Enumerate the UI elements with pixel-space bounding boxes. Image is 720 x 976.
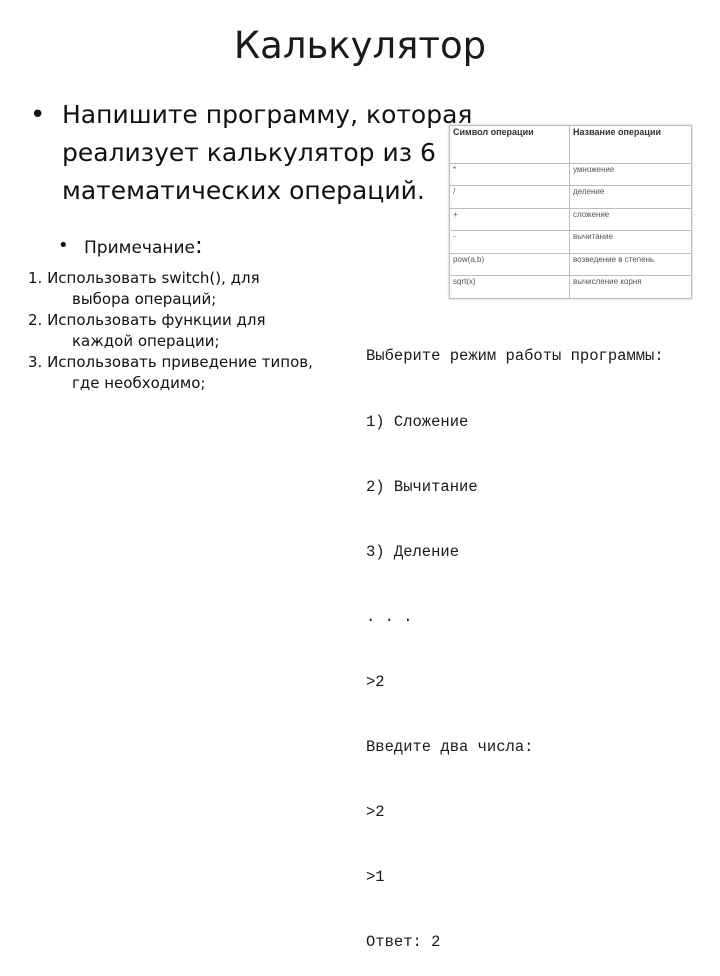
- note-colon: :: [195, 233, 203, 259]
- table-cell: возведение в степень: [570, 253, 692, 276]
- task-line: реализует калькулятор из 6: [62, 138, 436, 167]
- task-description: [62, 96, 492, 210]
- table-cell: +: [450, 208, 570, 231]
- instruction-text: 3. Использовать приведение типов,: [28, 353, 313, 371]
- console-line: >1: [366, 868, 385, 887]
- table-header-row: [450, 126, 692, 164]
- main-bullet: •: [30, 100, 46, 130]
- table-row: [450, 186, 692, 209]
- table-row: [450, 253, 692, 276]
- console-line: . . .: [366, 607, 413, 626]
- table-cell: *: [450, 163, 570, 186]
- instruction-item: [28, 352, 348, 394]
- table-cell: pow(a,b): [450, 253, 570, 276]
- instruction-text: каждой операции;: [72, 332, 220, 350]
- table-header-cell: Символ операции: [450, 126, 570, 164]
- console-line: Введите два числа:: [366, 737, 534, 756]
- instruction-text: выбора операций;: [72, 290, 217, 308]
- table-cell: /: [450, 186, 570, 209]
- instruction-item: [28, 310, 348, 352]
- instruction-text: 1. Использовать switch(), для: [28, 269, 260, 287]
- table-cell: вычисление корня: [570, 276, 692, 299]
- table-cell: вычитание: [570, 231, 692, 254]
- table-cell: умножение: [570, 163, 692, 186]
- table-header-cell: Название операции: [570, 126, 692, 164]
- table-cell: -: [450, 231, 570, 254]
- slide-title: Калькулятор: [233, 24, 487, 67]
- instruction-list: [28, 268, 348, 394]
- console-line: >2: [366, 672, 385, 691]
- table-row: [450, 163, 692, 186]
- operations-table: [449, 125, 692, 299]
- instruction-text: 2. Использовать функции для: [28, 311, 266, 329]
- console-line: Ответ: 2: [366, 933, 441, 952]
- console-line: 3) Деление: [366, 542, 460, 561]
- note-bullet: •: [58, 235, 69, 256]
- table-cell: деление: [570, 186, 692, 209]
- table-row: [450, 231, 692, 254]
- table-cell: sqrt(x): [450, 276, 570, 299]
- instruction-item: [28, 268, 348, 310]
- note-heading: [84, 232, 203, 262]
- task-line: математических операций.: [62, 176, 425, 205]
- instruction-text: где необходимо;: [72, 374, 206, 392]
- note-label: Примечание: [84, 238, 195, 258]
- console-line: 2) Вычитание: [366, 477, 478, 496]
- task-line: Напишите программу, которая: [62, 100, 473, 129]
- table-cell: сложение: [570, 208, 692, 231]
- table-row: [450, 276, 692, 299]
- table-row: [450, 208, 692, 231]
- console-line: Выберите режим работы программы:: [366, 347, 664, 366]
- console-line: 1) Сложение: [366, 412, 469, 431]
- console-output: [366, 303, 720, 976]
- console-line: >2: [366, 803, 385, 822]
